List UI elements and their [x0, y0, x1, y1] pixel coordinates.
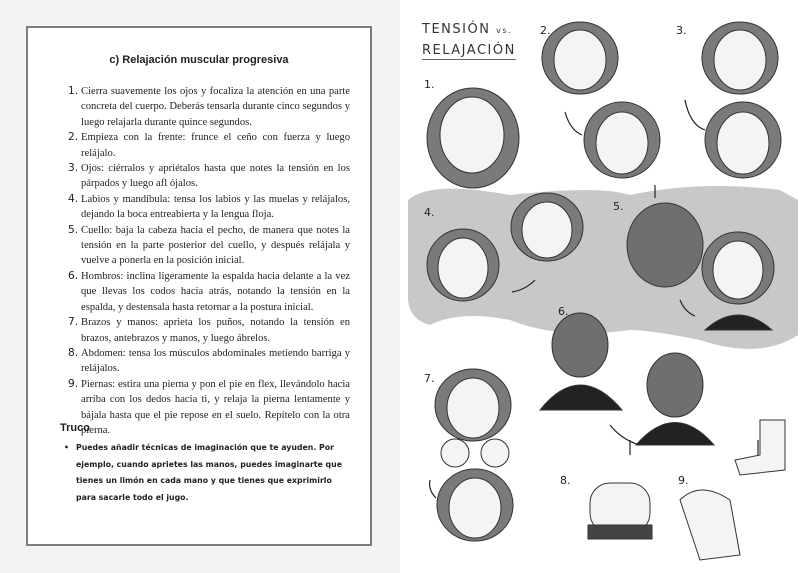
step-number: 7. — [68, 316, 79, 329]
step-text: Cuello: baja la cabeza hacia el pecho, de manera que notes la tensión en la parte posterior del cuello, y después relájala y vuelve a ponerla en la posición inicial. — [81, 224, 350, 267]
face-step-4-tense — [427, 229, 499, 301]
section-title: c) Relajación muscular progresiva — [109, 54, 289, 66]
step-text: Abdomen: tensa los músculos abdominales metiendo barriga y relájalos. — [81, 347, 350, 375]
list-item — [68, 84, 350, 130]
step-number: 6. — [68, 269, 79, 282]
truco-item — [64, 440, 354, 506]
illustration-art — [400, 0, 800, 573]
truco-text: Puedes añadir técnicas de imaginación que te ayuden. Por ejemplo, cuando aprietes las manos, puedes imaginarte que tienes un limón en cada mano y que tienes que exprimirlo para sacarle todo el jugo. — [76, 443, 342, 502]
step-text: Brazos y manos: aprieta los puños, notando la tensión en brazos, antebrazos y manos, y luego ábrelos. — [81, 317, 350, 344]
list-item — [68, 315, 350, 346]
list-item — [68, 161, 350, 192]
title-tension: TENSIÓN — [422, 22, 491, 37]
step-number: 5. — [68, 223, 79, 236]
face-step-2-relax — [584, 102, 660, 178]
face-step-7-tense — [435, 369, 511, 441]
step-label-7: 7. — [424, 372, 435, 385]
face-step-7-relax — [437, 469, 513, 541]
right-page — [400, 0, 800, 573]
face-step-4-relax — [511, 193, 583, 261]
back-step-6-relax — [636, 353, 714, 445]
list-item — [68, 130, 350, 161]
face-step-2-tense — [542, 22, 618, 94]
step-number: 4. — [68, 192, 79, 205]
step-label-5: 5. — [613, 200, 624, 213]
list-item — [68, 192, 350, 223]
step-text: Ojos: ciérralos y apriétalos hasta que notes la tensión en los párpados y luego afl ójalos. — [81, 163, 350, 190]
list-item — [68, 346, 350, 377]
step-text: Piernas: estira una pierna y pon el pie en flex, llevándolo hacia arriba con los dedos hacia ti, y relaja la pierna lentamente y bájala hasta que el pie repose en el suelo. Repítelo con la otra pierna. — [81, 378, 350, 436]
foot-step-9-flat — [680, 490, 740, 560]
list-item — [68, 269, 350, 315]
step-text: Cierra suavemente los ojos y focaliza la atención en una parte concreta del cuerpo. Deberás tensarla durante cinco segundos y luego relajarla durante quince segundos. — [81, 86, 350, 128]
belly-step-8 — [588, 483, 652, 539]
step-number: 8. — [68, 346, 79, 359]
step-label-2: 2. — [540, 24, 551, 37]
step-text: Hombros: inclina ligeramente la espalda hacia delante a la vez que llevas los codos hacia atrás, notando la tensión en la espalda, y destensala hasta retornar a la postura inicial. — [81, 270, 350, 313]
step-number: 1. — [68, 85, 79, 97]
list-item — [68, 377, 350, 439]
list-item — [68, 223, 350, 269]
title-vs: vs. — [496, 26, 513, 35]
title-relajacion: RELAJACIÓN — [422, 43, 516, 58]
illustration-title — [422, 20, 516, 61]
fists-step-7 — [441, 439, 509, 467]
steps-list — [68, 84, 350, 438]
face-step-3-relax — [705, 102, 781, 178]
foot-step-9-up — [735, 420, 785, 475]
head-step-5-down — [627, 203, 703, 287]
step-label-3: 3. — [676, 24, 687, 37]
step-number: 9. — [68, 377, 79, 390]
step-text: Labios y mandíbula: tensa los labios y las muelas y relájalos, dejando la boca entreabierta y la lengua floja. — [81, 193, 350, 221]
text-frame — [26, 26, 372, 546]
step-label-1: 1. — [424, 78, 435, 91]
step-label-4: 4. — [424, 206, 435, 219]
face-step-3-tense — [702, 22, 778, 94]
face-step-1 — [427, 88, 519, 188]
step-number: 3. — [68, 162, 79, 175]
step-text: Empieza con la frente: frunce el ceño con fuerza y luego relájalo. — [81, 132, 350, 159]
truco-heading: Truco — [60, 422, 90, 434]
bullet: • — [64, 443, 69, 452]
step-label-6: 6. — [558, 305, 569, 318]
step-number: 2. — [68, 131, 79, 144]
step-label-8: 8. — [560, 474, 571, 487]
step-label-9: 9. — [678, 474, 689, 487]
